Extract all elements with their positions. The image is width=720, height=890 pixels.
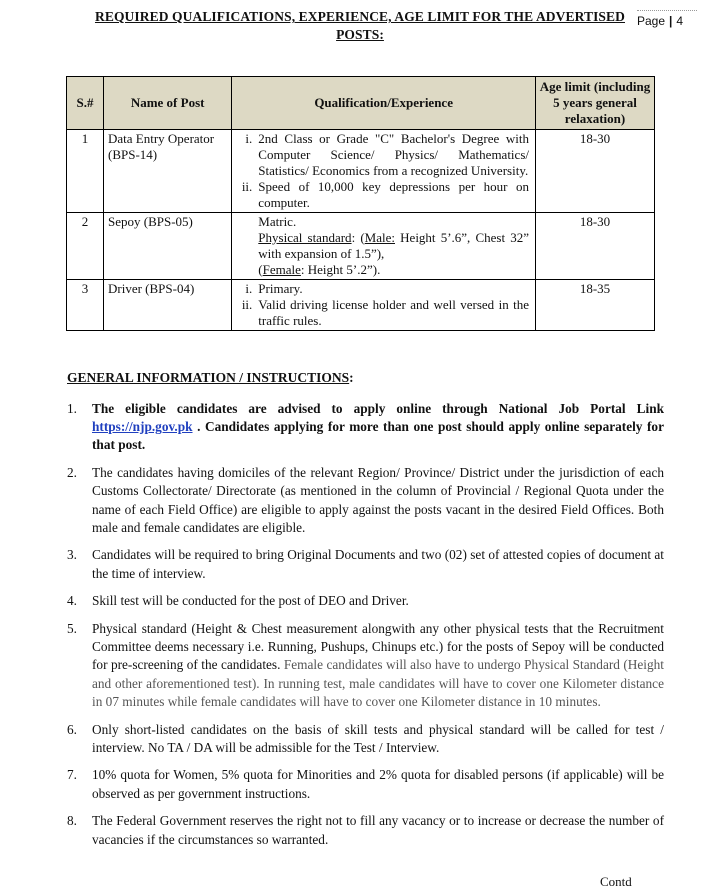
row-age-limit: 18-30: [536, 130, 655, 213]
row-qualification: [232, 130, 536, 213]
qualification-item: ii. Valid driving license holder and well versed in the traffic rules.: [241, 297, 529, 328]
header-age-limit: Age limit (including 5 years general relaxation): [536, 77, 655, 130]
header-sn: S.#: [67, 77, 104, 130]
contd-label: Contd: [600, 874, 632, 889]
header-name-of-post: Name of Post: [103, 77, 231, 130]
qualification-item: i. 2nd Class or Grade "C" Bachelor's Degree with Computer Science/ Physics/ Mathematics/ Statistics/ Economics from a recognized University.: [245, 131, 529, 178]
table-header-row: [67, 77, 655, 130]
row-age-limit: 18-35: [536, 280, 655, 331]
page-number-value: 4: [676, 14, 684, 28]
page-label: Page: [637, 14, 666, 28]
table-row: [67, 130, 655, 213]
instructions-list: [67, 400, 664, 858]
row-post-name: Data Entry Operator (BPS-14): [103, 130, 231, 213]
row-age-limit: 18-30: [536, 213, 655, 280]
row-sn: 1: [67, 130, 104, 213]
list-item: 3. Candidates will be required to bring Original Documents and two (02) set of attested copies of document at the time of interview.: [67, 547, 664, 581]
row-qualification: [232, 213, 536, 280]
njp-portal-link[interactable]: https://njp.gov.pk: [92, 419, 193, 435]
qualification-item: ii. Speed of 10,000 key depressions per hour on computer.: [241, 179, 529, 210]
physical-standard: Physical standard: (Male: Height 5’.6”, Chest 32” with expansion of 1.5”),: [258, 230, 529, 261]
list-item: 7. 10% quota for Women, 5% quota for Minorities and 2% quota for disabled persons (if applicable) will be observed as per government instructions.: [67, 767, 664, 801]
list-item: 5. Physical standard (Height & Chest measurement alongwith any other physical tests that the Recruitment Committee deems necessary i.e. Running, Pushups, Chinups etc.) for the posts of Sepoy will be conducted for pre-screening of the candidates. Female candidates will also have to undergo Physical Standard (Height and other aforementioned test). In running test, male candidates will have to cover one Kilometer distance in 07 minutes while female candidates will have to cover one Kilometer distance in 10 minutes.: [67, 621, 664, 709]
list-item: 2. The candidates having domiciles of the relevant Region/ Province/ District under the jurisdiction of each Customs Collectorate/ Directorate (as mentioned in the column of Provincial / Regional Quota under the name of each Field Office) are eligible to apply against the posts vacant in the desired Field Offices. Both male and female candidates are eligible.: [67, 465, 664, 535]
table-row: [67, 280, 655, 331]
list-item: 4. Skill test will be conducted for the post of DEO and Driver.: [67, 593, 409, 609]
page-number: [637, 14, 683, 28]
posts-table: [66, 76, 655, 331]
row-sn: 2: [67, 213, 104, 280]
row-sn: 3: [67, 280, 104, 331]
qualification-item: Matric.: [258, 214, 297, 229]
table-row: [67, 213, 655, 280]
page-header: [0, 0, 720, 48]
row-post-name: Driver (BPS-04): [103, 280, 231, 331]
qualification-item: i. Primary.: [245, 281, 303, 296]
header-rule: [637, 10, 697, 11]
list-item: 6. Only short-listed candidates on the basis of skill tests and physical standard will be called for test / interview. No TA / DA will be admissible for the Test / Interview.: [67, 721, 664, 755]
list-item: 1. The eligible candidates are advised to apply online through National Job Portal Link https://njp.gov.pk . Candidates applying for more than one post should apply online separately for that post.: [67, 401, 664, 453]
row-post-name: Sepoy (BPS-05): [103, 213, 231, 280]
row-qualification: [232, 280, 536, 331]
list-item: 8. The Federal Government reserves the right not to fill any vacancy or to increase or decrease the number of vacancies if the circumstances so warranted.: [67, 813, 664, 847]
header-qualification: Qualification/Experience: [232, 77, 536, 130]
page-separator: |: [669, 14, 673, 28]
page-title: REQUIRED QUALIFICATIONS, EXPERIENCE, AGE LIMIT FOR THE ADVERTISED POSTS:: [94, 9, 625, 42]
physical-standard-female: (Female: Height 5’.2”).: [258, 262, 381, 277]
general-info-heading: GENERAL INFORMATION / INSTRUCTIONS:: [67, 370, 354, 385]
